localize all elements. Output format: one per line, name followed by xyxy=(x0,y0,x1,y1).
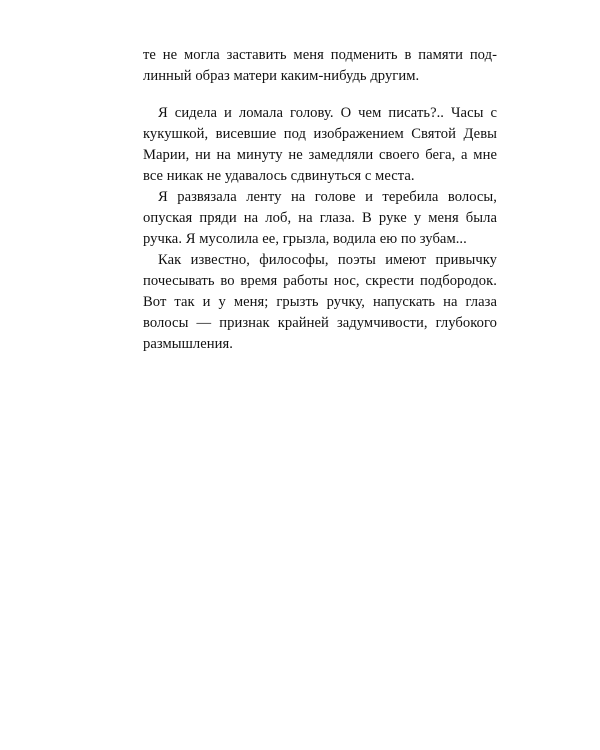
text-line: ручка. Я мусолила ее, грызла, водила ею по зубам... xyxy=(143,231,467,247)
text-line: Вот так и у меня; грызть ручку, напускать на глаза xyxy=(143,294,497,310)
text-line: размышления. xyxy=(143,336,233,352)
text-line: Марии, ни на минуту не замедляли своего бега, а мне xyxy=(143,147,497,163)
text-line: кукушкой, висевшие под изображением Святой Девы xyxy=(143,126,497,142)
text-line: линный образ матери каким-нибудь другим. xyxy=(143,68,420,84)
text-line: те не могла заставить меня подменить в памяти под- xyxy=(143,47,497,63)
text-line: опуская пряди на лоб, на глаза. В руке у меня была xyxy=(143,210,497,226)
text-line: Как известно, философы, поэты имеют привычку xyxy=(158,252,497,268)
text-line: почесывать во время работы нос, скрести подбородок. xyxy=(143,273,497,289)
text-line: все никак не удавалось сдвинуться с места. xyxy=(143,168,415,184)
text-line: Я сидела и ломала голову. О чем писать?.. Часы с xyxy=(158,105,497,121)
text-line: волосы — признак крайней задумчивости, глубокого xyxy=(143,315,497,331)
text-line: Я развязала ленту на голове и теребила волосы, xyxy=(158,189,497,205)
